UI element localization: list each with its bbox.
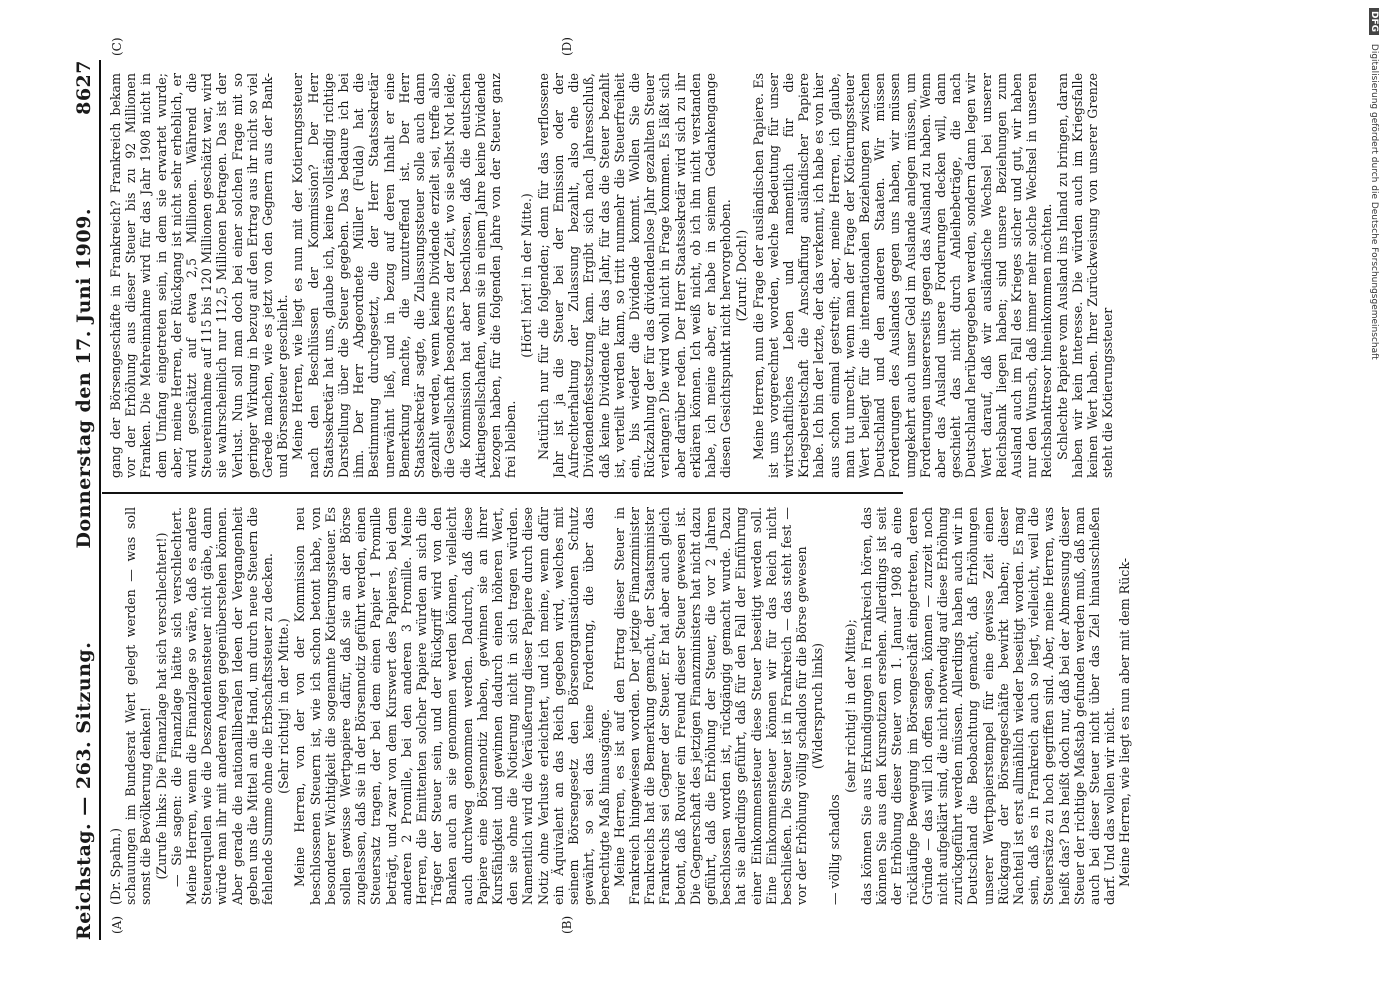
paragraph: — Sie sagen: die Finanzlage hätte sich verschlechtert. Meine Herren, wenn die Finanzlage so wäre, daß es andere Steuerquellen wie die Deszendentensteuer nicht gäbe, dann würde man ihr mit anderen Augen gegenüberstehen können. Aber gerade die nationalliberalen Ideen der Vergangenheit geben uns die Mittel an die Hand, um durch neue Steuern die fehlende Summe ohne die Erbschaftssteuer zu decken.	[168, 507, 276, 905]
right-column	[108, 73, 1323, 478]
paragraph: Meine Herren, wie liegt es nun aber mit dem Rück-	[1117, 558, 1133, 887]
header-left: Reichstag. — 263. Sitzung.	[73, 641, 95, 940]
paragraph: Meine Herren, es ist auf den Ertrag dieser Steuer in Frankreich hingewiesen worden. Der jetzige Finanzminister Frankreichs hat die Bemerkung gemacht, der Staatsminister Frankreichs sei Gegner der Steuer. Er hat aber auch gleich betont, daß Rouvier ein Freund dieser Steuer gewesen ist. Die Gegnerschaft des jetzigen Finanzministers hat nicht dazu geführt, daß die Erhöhung der Steuer, die vor 2 Jahren beschlossen worden ist, rückgängig gemacht wurde. Dazu hat sie allerdings geführt, daß für den Fall der Einführung einer Einkommensteuer diese Steuer beseitigt werden soll. Eine Einkommensteuer können wir für das Reich nicht beschließen. Die Steuer ist in Frankreich — das steht fest — vor der Erhöhung völlig schadlos für die Börse gewesen	[611, 507, 810, 905]
paragraph: Schlechte Papiere vom Ausland ins Inland zu bringen, daran haben wir kein Interesse. Die würden auch im Kriegsfalle keinen Wert haben. Ihrer Zurückweisung von unserer Grenze steht die Kotierungssteuer	[1054, 73, 1116, 478]
margin-marker-b: (B)	[560, 915, 574, 934]
paragraph: gang der Börsengeschäfte in Frankreich? Frankreich bekam vor der Erhöhung aus dieser Steuer bis zu 92 Millionen Franken. Die Mehreinnahme wird für das Jahr 1908 nicht in dem Umfang eingetreten sein, in dem sie erwartet wurde; aber, meine Herren, der Rückgang ist nicht sehr erheblich, er wird geschätzt auf etwa 2,5 Millionen. Während die Steuereinnahme auf 115 bis 120 Millionen geschätzt war, wird sie wahrscheinlich nur 112,5 Millionen betragen. Das ist der Verlust. Nun soll man doch bei einer solchen Frage mit so geringer Wirkung in bezug auf den Ertrag aus ihr nicht so viel Gerede machen, wie es jetzt von den Gegnern aus der Bank- und Börsensteuer geschieht.	[108, 73, 291, 478]
interjection: (sehr richtig! in der Mitte);	[842, 619, 858, 793]
dfg-badge: DFG	[1369, 8, 1379, 35]
page-number: 8627	[73, 60, 95, 115]
column-divider	[102, 492, 903, 494]
interjection: (Hört! hört! in der Mitte.)	[519, 193, 535, 358]
left-column	[108, 507, 1323, 905]
interjection: (Zurufe links: Die Finanzlage hat sich verschlechtert!)	[153, 532, 169, 880]
interjection: (Widerspruch links)	[810, 642, 826, 770]
margin-marker-c: (C)	[110, 37, 124, 56]
page-header	[55, 60, 101, 940]
interjection: (Zuruf: Doch!)	[734, 229, 750, 322]
side-caption	[1365, 8, 1379, 993]
header-center: Donnerstag den 17. Juni 1909.	[73, 208, 95, 549]
paragraph: Meine Herren, wie liegt es nun mit der Kotierungssteuer nach den Beschlüssen der Kommission? Der Herr Staatssekretär hat uns, glaube ich, keine vollständig richtige Darstellung über die Steuer gegeben. Das bedaure ich bei ihm. Der Herr Abgeordnete Müller (Fulda) hat die Bestimmung durchgesetzt, die der Herr Staatssekretär unerwähnt ließ, und in bezug auf deren Inhalt er eine Bemerkung machte, die unzutreffend ist. Der Herr Staatssekretär sagte, die Zulassungssteuer solle auch dann gezahlt werden, wenn keine Dividende erzielt sei, treffe also die Gesellschaft besonders zu der Zeit, wo sie selbst Not leide; die Kommission hat aber beschlossen, daß die deutschen Aktiengesellschaften, wenn sie in einem Jahre keine Dividende bezogen haben, für die folgenden Jahre von der Steuer ganz frei bleiben.	[290, 73, 519, 478]
paragraph: Meine Herren, nun die Frage der ausländischen Papiere. Es ist uns vorgerechnet worden, welche Bedeutung für unser wirtschaftliches Leben und namentlich für die Kriegsbereitschaft die Anschaffung ausländischer Papiere habe. Ich bin der letzte, der das verkennt, ich habe es von hier aus schon einmal gestreift; aber, meine Herren, ich glaube, man tut unrecht, wenn man der Frage der Kotierungssteuer Wert beilegt für die internationalen Beziehungen zwischen Deutschland und den anderen Staaten. Wir müssen Forderungen des Auslandes gegen uns haben, wir müssen umgekehrt auch unser Geld im Auslande anlegen müssen, um Forderungen unsererseits gegen das Ausland zu haben. Wenn aber das Ausland unsere Forderungen decken will, dann geschieht das nicht durch Anleihebeträge, die nach Deutschland herübergegeben werden, sondern dann legen wir Wert darauf, daß wir ausländische Wechsel bei unserer Reichsbank liegen haben; sind unsere Beziehungen zum Ausland auch im Fall des Krieges sicher und gut, wir haben nur den Wunsch, daß immer mehr solche Wechsel in unseren Reichsbanktresor hineinkommen möchten.	[750, 73, 1055, 478]
interjection: (Sehr richtig! in der Mitte.)	[276, 618, 292, 794]
paragraph: (Dr. Spahn.)	[108, 828, 123, 905]
paragraph: Meine Herren, von der von der Kommission neu beschlossenen Steuern ist, wie ich schon betont habe, von besonderer Wichtigkeit die sogenannte Kotierungssteuer. Es sollen gewisse Wertpapiere dafür, daß sie an der Börse zugelassen, daß sie in der Börsennotiz geführt werden, einen Steuersatz tragen, der bei dem einen Papier 1 Promille beträgt, und zwar von dem Kurswert des Papieres, bei dem anderen 2 Promille, bei den anderen 3 Promille. Meine Herren, die Emittenten solcher Papiere würden an sich die Träger der Steuer sein, und der Rückgriff wird von den Banken auch an sie genommen werden können, vielleicht auch durchweg genommen werden. Dadurch, daß diese Papiere eine Börsennotiz haben, gewinnen sie an ihrer Kursfähigkeit und gewinnen dadurch einen höheren Wert, den sie ohne die Notierung nicht in sich tragen würden. Namentlich wird die Veräußerung dieser Papiere durch diese Notiz ohne Verluste erleichtert, und ich meine, wenn dafür ein Äquivalent an das Reich gegeben wird, welches mit seinem Börsengesetz den Börsenorganisationen Schutz gewährt, so sei das keine Forderung, die über das berechtigte Maß hinausgänge.	[292, 507, 612, 905]
margin-marker-d: (D)	[560, 37, 574, 56]
paragraph: — völlig schadlos	[826, 794, 842, 905]
paragraph: das können Sie aus Erkundigungen in Frankreich hören, das können Sie aus den Kursnotizen ersehen. Allerdings ist seit der Erhöhung dieser Steuer vom 1. Januar 1908 ab eine rückläufige Bewegung im Börsengeschäft eingetreten, deren Gründe — das will ich offen sagen, können — zurzeit noch nicht aufgeklärt sind, die nicht notwendig auf diese Erhöhung zurückgeführt werden müssen. Allerdings haben auch wir in Deutschland die Beobachtung gemacht, daß Erhöhungen unserer Wertpapierstempel für eine gewisse Zeit einen Rückgang der Börsengeschäfte bewirkt haben; dieser Nachteil ist erst allmählich wieder beseitigt worden. Es mag sein, daß es in Frankreich auch so liegt, vielleicht, weil die Steuersätze zu hoch gegriffen sind. Aber, meine Herren, was heißt das? Das heißt doch nur, daß bei der Abmessung dieser Steuer der richtige Maßstab gefunden werden muß, daß man auch bei dieser Steuer nicht über das Ziel hinausschießen darf. Und das wollen wir nicht.	[858, 507, 1118, 905]
paragraph: Natürlich nur für die folgenden; denn für das verflossene Jahr ist ja die Steuer bei der Emission oder der Aufrechterhaltung der Zulassung bezahlt, also ehe die Dividendenfestsetzung kam. Ergibt sich nach Jahresschluß, daß keine Dividende für das Jahr, für das die Steuer bezahlt ist, verteilt werden kann, so tritt nunmehr die Steuerfreiheit ein, bis wieder die Dividende kommt. Wollen Sie die Rückzahlung der für das dividendenlose Jahr gezahlten Steuer verlangen? Die wird wohl nicht in Frage kommen. Es läßt sich aber darüber reden. Der Herr Staatssekretär wird sich zu ihr erklären können. Ich weiß nicht, ob ich ihn nicht verstanden habe, ich meine aber, er habe in seinem Gedankengange diesen Gesichtspunkt nicht hervorgehoben.	[535, 73, 734, 478]
margin-marker-a: (A)	[110, 915, 124, 934]
paragraph: schauungen im Bundesrat Wert gelegt werden — was soll sonst die Bevölkerung denken!	[123, 507, 154, 905]
digitization-note: Digitalisierung gefördert durch die Deutsche Forschungsgemeinschaft	[1369, 43, 1379, 360]
